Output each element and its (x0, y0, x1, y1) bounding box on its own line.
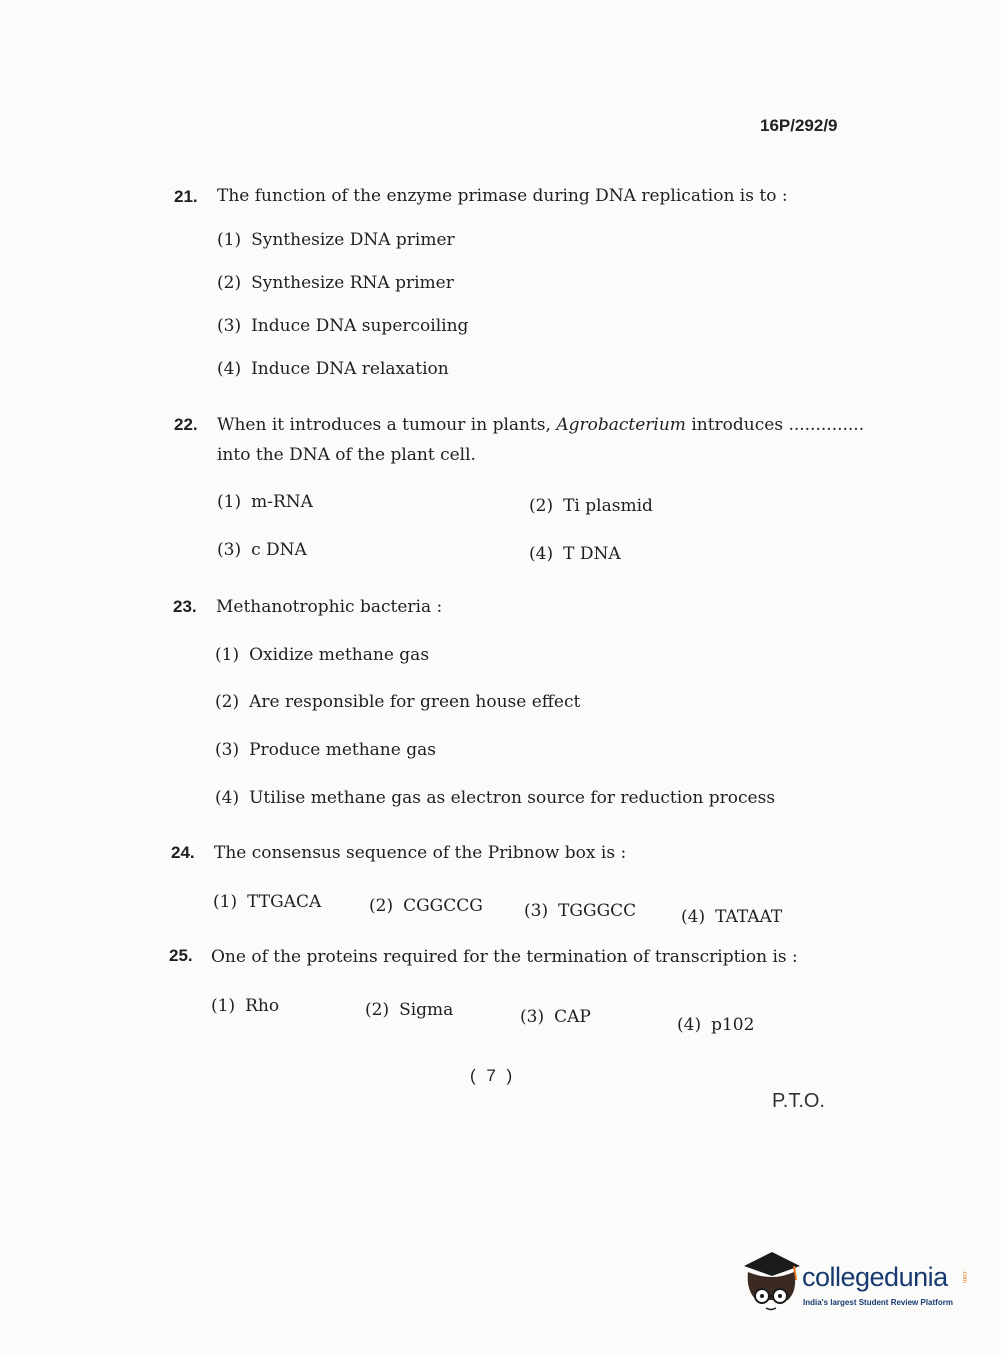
option: (1) Oxidize methane gas (215, 645, 430, 665)
option: (3) Induce DNA supercoiling (217, 316, 469, 336)
option: (2) Ti plasmid (529, 496, 653, 516)
option: (3) Produce methane gas (215, 740, 436, 760)
option: (2) Sigma (365, 1000, 454, 1020)
option: (1) Synthesize DNA primer (217, 230, 455, 250)
question-text: When it introduces a tumour in plants, Agrobacterium introduces .............. into the DNA of the plant cell. (217, 415, 865, 465)
option: (1) m-RNA (217, 492, 313, 512)
option: (4) Utilise methane gas as electron source for reduction process (215, 788, 776, 808)
logo-tagline: India's largest Student Review Platform (803, 1298, 953, 1307)
italic-term: Agrobacterium (556, 415, 686, 435)
mascot-icon (742, 1250, 802, 1314)
option: (2) Are responsible for green house effect (215, 692, 581, 712)
option: (3) CAP (520, 1007, 591, 1027)
option: (2) Synthesize RNA primer (217, 273, 454, 293)
option: (4) Induce DNA relaxation (217, 359, 449, 379)
option: (4) T DNA (529, 544, 621, 564)
option: (1) TTGACA (213, 892, 322, 912)
question-number: 24. (171, 843, 195, 862)
option: (4) p102 (677, 1015, 755, 1035)
question-text: One of the proteins required for the termination of transcription is : (211, 947, 798, 967)
option: (4) TATAAT (681, 907, 783, 927)
option: (1) Rho (211, 996, 280, 1016)
option: (3) c DNA (217, 540, 307, 560)
question-number: 22. (174, 415, 198, 434)
question-text: The function of the enzyme primase during DNA replication is to : (217, 186, 788, 206)
logo-wordmark: collegedunia (802, 1262, 948, 1292)
question-number: 25. (169, 946, 193, 965)
question-number: 21. (174, 187, 198, 206)
pto-label: P.T.O. (772, 1090, 825, 1112)
option: (2) CGGCCG (369, 896, 483, 916)
question-text: Methanotrophic bacteria : (216, 597, 443, 617)
page-number: ( 7 ) (470, 1066, 516, 1085)
collegedunia-logo (742, 1250, 972, 1314)
paper-code: 16P/292/9 (760, 116, 838, 135)
question-text: The consensus sequence of the Pribnow box is : (214, 843, 627, 863)
option: (3) TGGGCC (524, 901, 637, 921)
question-number: 23. (173, 597, 197, 616)
logo-suffix: .com (961, 1270, 967, 1284)
